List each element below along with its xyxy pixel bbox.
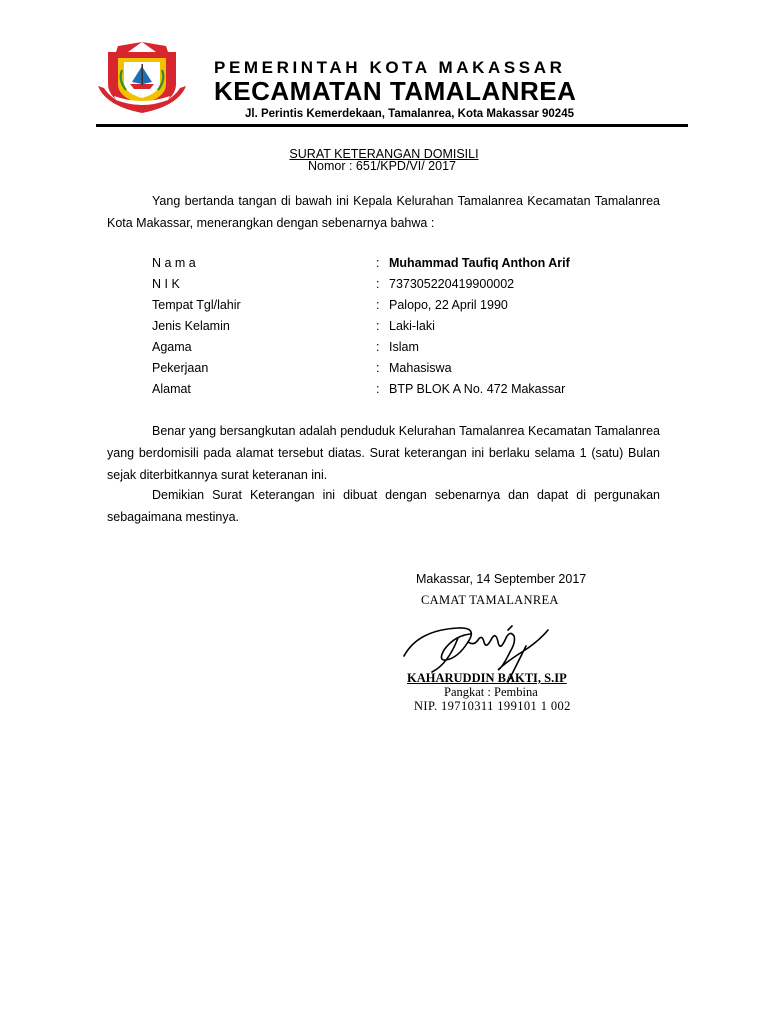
- field-value: Islam: [389, 340, 419, 354]
- letterhead-address: Jl. Perintis Kemerdekaan, Tamalanrea, Kota Makassar 90245: [245, 108, 574, 120]
- field-value: BTP BLOK A No. 472 Makassar: [389, 382, 566, 396]
- field-label: Alamat: [152, 382, 191, 396]
- signatory-rank: Pangkat : Pembina: [444, 685, 538, 699]
- field-value: Mahasiswa: [389, 361, 452, 375]
- field-label: Jenis Kelamin: [152, 319, 230, 333]
- field-label: Pekerjaan: [152, 361, 209, 375]
- letter-title: SURAT KETERANGAN DOMISILI: [289, 147, 479, 161]
- field-label: Tempat Tgl/lahir: [152, 298, 241, 312]
- field-value: Laki-laki: [389, 319, 435, 333]
- signatory-nip: NIP. 19710311 199101 1 002: [414, 699, 571, 713]
- letterhead-district: KECAMATAN TAMALANREA: [214, 76, 577, 106]
- field-label: N a m a: [152, 256, 196, 270]
- field-value: Palopo, 22 April 1990: [389, 298, 508, 312]
- field-separator: :: [376, 361, 380, 375]
- field-separator: :: [376, 382, 380, 396]
- field-separator: :: [376, 319, 380, 333]
- field-separator: :: [376, 340, 380, 354]
- place-date: Makassar, 14 September 2017: [416, 572, 587, 586]
- letterhead-government: PEMERINTAH KOTA MAKASSAR: [214, 58, 566, 77]
- letter-number: Nomor : 651/KPD/VI/ 2017: [308, 159, 456, 173]
- makassar-city-emblem-icon: [96, 40, 188, 114]
- signatory-position: CAMAT TAMALANREA: [421, 593, 559, 607]
- field-label: Agama: [152, 340, 192, 354]
- field-separator: :: [376, 256, 380, 270]
- field-separator: :: [376, 277, 380, 291]
- field-separator: :: [376, 298, 380, 312]
- field-label: N I K: [152, 277, 180, 291]
- field-value: Muhammad Taufiq Anthon Arif: [389, 256, 570, 270]
- intro-paragraph: Yang bertanda tangan di bawah ini Kepala Kelurahan Tamalanrea Kecamatan Tamalanrea Kota Makassar, menerangkan dengan sebenarnya bahwa :: [107, 194, 660, 230]
- signatory-name: KAHARUDDIN BAKTI, S.IP: [407, 671, 567, 685]
- body-paragraph-validity: Benar yang bersangkutan adalah penduduk Kelurahan Tamalanrea Kecamatan Tamalanrea yang berdomisili pada alamat tersebut diatas. Surat keterangan ini berlaku selama 1 (satu) Bulan sejak diterbitkannya surat keteranan ini.: [107, 424, 660, 482]
- letterhead-divider: [96, 124, 688, 127]
- body-paragraph-closing: Demikian Surat Keterangan ini dibuat dengan sebenarnya dan dapat di pergunakan sebagaimana mestinya.: [107, 488, 660, 524]
- field-value: 737305220419900002: [389, 277, 515, 291]
